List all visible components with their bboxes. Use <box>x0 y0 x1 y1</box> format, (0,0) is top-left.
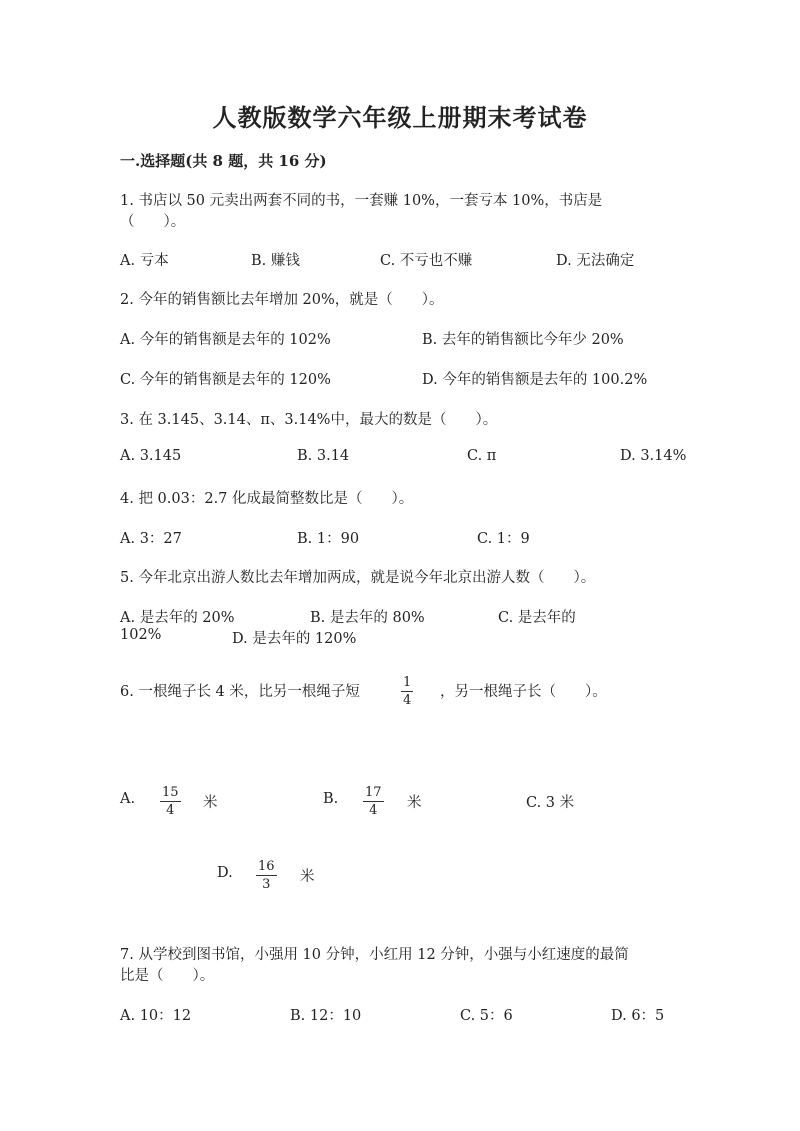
section-heading: 一.选择题(共 8 题，共 16 分) <box>120 152 327 170</box>
question-4-text: 4. 把 0.03：2.7 化成最简整数比是（ ）。 <box>120 491 414 507</box>
question-7-text-cont: 比是（ ）。 <box>120 968 215 984</box>
fraction-denominator: 4 <box>166 803 175 818</box>
question-7-option-b: B. 12：10 <box>290 1008 362 1024</box>
question-5-option-c-cont: 102% <box>120 627 162 643</box>
question-2-option-d: D. 今年的销售额是去年的 100.2% <box>422 372 648 388</box>
page-title: 人教版数学六年级上册期末考试卷 <box>212 103 588 132</box>
question-4-option-c: C. 1：9 <box>477 531 530 547</box>
fraction-denominator: 3 <box>262 877 271 892</box>
question-7-option-d: D. 6：5 <box>611 1008 665 1024</box>
question-6-option-d-unit: 米 <box>300 869 315 885</box>
question-2-text: 2. 今年的销售额比去年增加 20%，就是（ ）。 <box>120 292 444 308</box>
question-7-option-a: A. 10：12 <box>120 1008 192 1024</box>
question-6-text-after: ，另一根绳子长（ ）。 <box>440 684 607 700</box>
question-6-option-b-fraction <box>363 785 384 818</box>
question-5-option-c: C. 是去年的 <box>498 610 576 626</box>
question-4-option-b: B. 1：90 <box>297 531 360 547</box>
question-5-text: 5. 今年北京出游人数比去年增加两成，就是说今年北京出游人数（ ）。 <box>120 570 596 586</box>
question-3-option-a: A. 3.145 <box>120 448 182 464</box>
fraction-denominator: 4 <box>403 693 412 708</box>
fraction-denominator: 4 <box>369 803 378 818</box>
fraction-numerator: 16 <box>258 859 275 874</box>
question-1-option-b: B. 赚钱 <box>251 253 300 269</box>
question-1-option-d: D. 无法确定 <box>556 253 635 269</box>
fraction-numerator: 1 <box>403 675 412 690</box>
question-6-option-a-label: A. <box>120 791 136 807</box>
question-7-option-c: C. 5：6 <box>460 1008 513 1024</box>
question-5-option-d: D. 是去年的 120% <box>232 631 357 647</box>
question-2-option-a: A. 今年的销售额是去年的 102% <box>120 332 331 348</box>
question-3-option-b: B. 3.14 <box>297 448 350 464</box>
question-1-text-cont: （ ）。 <box>120 214 186 230</box>
fraction-bar <box>160 801 181 802</box>
question-1-option-c: C. 不亏也不赚 <box>380 253 473 269</box>
question-1-option-a: A. 亏本 <box>120 253 169 269</box>
question-6-option-c: C. 3 米 <box>526 795 575 811</box>
question-6-fraction <box>401 675 413 708</box>
question-5-option-b: B. 是去年的 80% <box>310 610 425 626</box>
question-5-option-a: A. 是去年的 20% <box>120 610 235 626</box>
question-3-option-c: C. π <box>467 448 497 464</box>
question-6-option-d-fraction <box>256 859 277 892</box>
question-3-option-d: D. 3.14% <box>620 448 687 464</box>
question-6-option-a-fraction <box>160 785 181 818</box>
question-6-option-b-unit: 米 <box>407 795 422 811</box>
fraction-numerator: 17 <box>365 785 382 800</box>
fraction-numerator: 15 <box>162 785 179 800</box>
question-6-option-d-label: D. <box>217 865 233 881</box>
question-2-option-b: B. 去年的销售额比今年少 20% <box>422 332 624 348</box>
fraction-bar <box>401 691 413 692</box>
fraction-bar <box>256 875 277 876</box>
question-2-option-c: C. 今年的销售额是去年的 120% <box>120 372 331 388</box>
fraction-bar <box>363 801 384 802</box>
question-4-option-a: A. 3：27 <box>120 531 182 547</box>
question-7-text: 7. 从学校到图书馆，小强用 10 分钟，小红用 12 分钟，小强与小红速度的最简 <box>120 947 629 963</box>
question-3-text: 3. 在 3.145、3.14、π、3.14%中，最大的数是（ ）。 <box>120 412 498 428</box>
question-6-text: 6. 一根绳子长 4 米，比另一根绳子短 <box>120 684 360 700</box>
question-1-text: 1. 书店以 50 元卖出两套不同的书，一套赚 10%，一套亏本 10%，书店是 <box>120 193 603 209</box>
question-6-option-a-unit: 米 <box>203 795 218 811</box>
question-6-option-b-label: B. <box>323 791 339 807</box>
